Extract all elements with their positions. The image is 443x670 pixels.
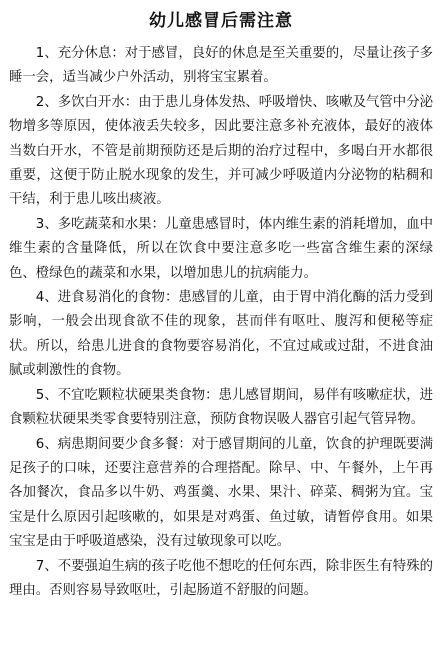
paragraph-water: 2、多饮白开水：由于患儿身体发热、呼吸增快、咳嗽及气管中分泌物增多等原因，使体液丢失较多，因此要注意多补充液体，最好的液体当数白开水，不管是前期预防还是后期的治疗过程中，多喝白开水都很重要，这便于防止脱水现象的发生，并可减少呼吸道内分泌物的粘稠和干结，利于患儿咳出痰液。 (9, 94, 433, 208)
paragraph-digestible-food: 4、进食易消化的食物：患感冒的儿童，由于胃中消化酶的活力受到影响，一般会出现食欲不佳的现象，甚而伴有呕吐、腹泻和便秘等症状。所以，给患儿进食的食物要容易消化，不宜过咸或过甜，不进食油腻或刺激性的食物。 (9, 290, 433, 379)
paragraph-small-meals: 6、病患期间要少食多餐：对于感冒期间的儿童，饮食的护理既要满足孩子的口味，还要注意营养的合理搭配。除早、中、午餐外，上午再各加餐次，食品多以牛奶、鸡蛋羹、水果、果汁、碎菜、稠粥为宜。宝宝是什么原因引起咳嗽的，如果是对鸡蛋、鱼过敏，请暂停食用。如果宝宝是由于呼吸道感染，没有过敏现象可以吃。 (9, 436, 433, 550)
paragraph-no-forcing: 7、不要强迫生病的孩子吃他不想吃的任何东西，除非医生有特殊的理由。否则容易导致呕吐，引起肠道不舒服的问题。 (9, 558, 433, 598)
paragraph-vegetables-fruit: 3、多吃蔬菜和水果：儿童患感冒时，体内维生素的消耗增加，血中维生素的含量降低，所以在饮食中要注意多吃一些富含维生素的深绿色、橙绿色的蔬菜和水果，以增加患儿的抗病能力。 (9, 216, 433, 281)
paragraph-rest: 1、充分休息：对于感冒，良好的休息是至关重要的，尽量让孩子多睡一会，适当减少户外活动，别将宝宝累着。 (9, 46, 433, 86)
document-title: 幼儿感冒后需注意 (149, 11, 293, 31)
paragraph-hard-nuts: 5、不宜吃颗粒状硬果类食物：患儿感冒期间，易伴有咳嗽症状，进食颗粒状硬果类零食要特别注意，预防食物误吸人器官引起气管异物。 (9, 387, 433, 428)
